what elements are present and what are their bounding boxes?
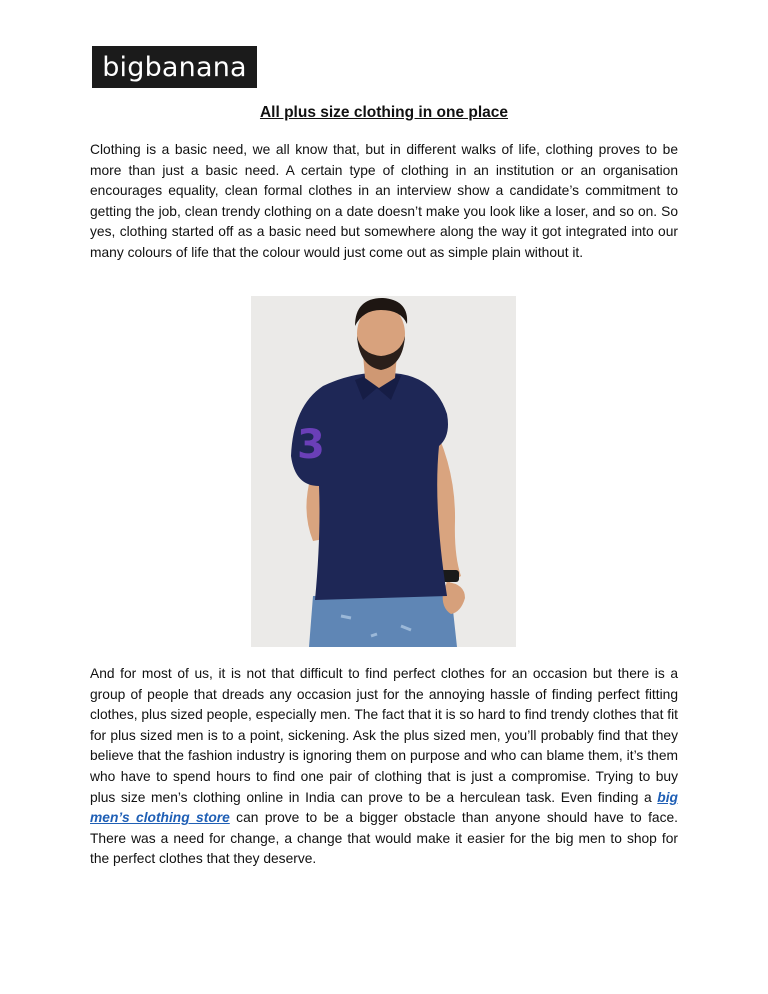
model-photo bbox=[251, 296, 516, 647]
sleeve-number: 3 bbox=[297, 422, 325, 468]
paragraph-text-after-link: can prove to be a bigger obstacle than anyone should have to face. There was a need for change, a change that would make it easier for the big men to shop for the perfect clothes that they deserve. bbox=[90, 810, 678, 867]
paragraph-text-before-link: And for most of us, it is not that difficult to find perfect clothes for an occasion but there is a group of people that dreads any occasion just for the annoying hassle of finding perfect fitting clothes, plus sized people, especially men. The fact that it is so hard to find trendy clothes that fit for plus sized men is to a point, sickening. Ask the plus sized men, you’ll probably find that they believe that the fashion industry is ignoring them on purpose and who can blame them, it’s them who have to spend hours to find one pair of clothing that is just a compromise. Trying to buy plus size men’s clothing online in India can prove to be a herculean task. Even finding a bbox=[90, 666, 678, 805]
big-mens-clothing-store-link[interactable]: big men’s clothing store bbox=[90, 789, 678, 826]
body-paragraph bbox=[90, 664, 678, 870]
article-title: All plus size clothing in one place bbox=[259, 104, 509, 121]
intro-paragraph: Clothing is a basic need, we all know that, but in different walks of life, clothing proves to be more than just a basic need. A certain type of clothing in an institution or an organisation encourages equality, clean formal clothes in an interview show a candidate’s commitment to getting the job, clean trendy clothing on a date doesn’t make you look like a loser, and so on. So yes, clothing started off as a basic need but somewhere along the way it got integrated into our many colours of life that the colour would just come out as simple plain without it. bbox=[90, 142, 678, 260]
bigbanana-logo: bigbanana bbox=[92, 46, 257, 88]
